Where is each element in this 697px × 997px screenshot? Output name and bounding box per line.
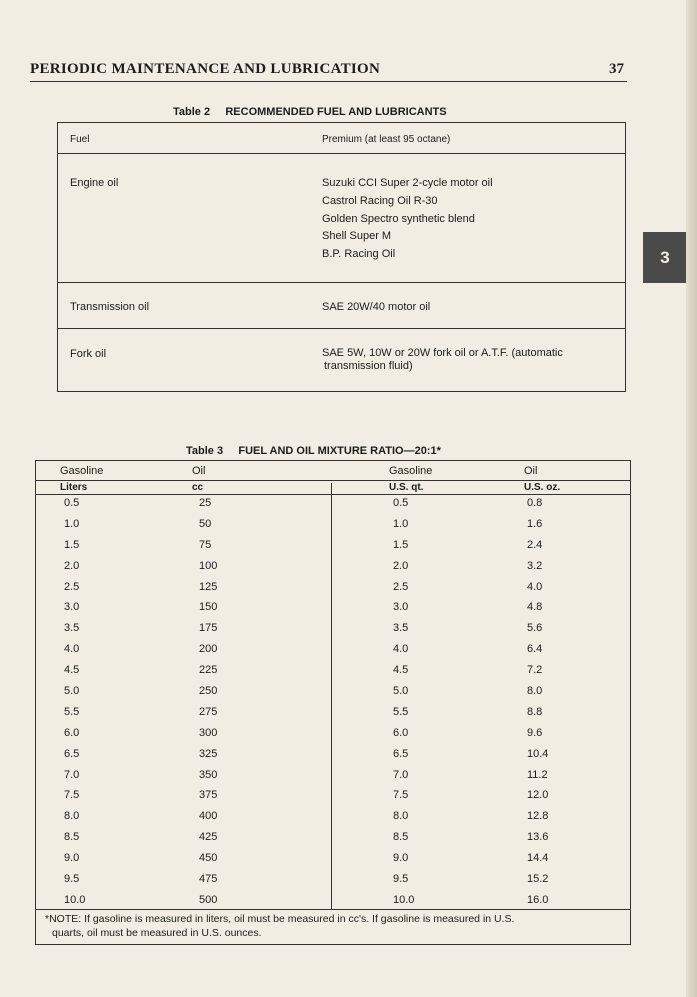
table-2-caption: Table 2 RECOMMENDED FUEL AND LUBRICANTS: [173, 106, 447, 118]
table-cell: 375: [199, 789, 218, 802]
table-cell: 7.2: [527, 664, 543, 677]
table-cell: 9.5: [393, 873, 409, 886]
table-row: [36, 643, 630, 664]
table-cell: 0.8: [527, 497, 543, 509]
table-row: [36, 664, 630, 685]
table-cell: 6.5: [393, 747, 409, 760]
table-cell: 1.5: [64, 538, 80, 551]
fork-oil-value-line: SAE 5W, 10W or 20W fork oil or A.T.F. (automatic: [322, 347, 563, 359]
table-cell: 9.0: [393, 852, 409, 865]
unit-liters: Liters: [60, 482, 88, 493]
table-row: [36, 560, 630, 581]
table-cell: 325: [199, 747, 218, 760]
table-cell: 7.5: [64, 789, 80, 802]
col-header-gasoline: Gasoline: [389, 465, 433, 477]
table-cell: 4.8: [527, 601, 543, 614]
table-cell: 300: [199, 726, 218, 739]
table-cell: 450: [199, 852, 218, 865]
table-row: [36, 789, 630, 810]
table-row: [36, 748, 630, 769]
page-number: 37: [609, 61, 624, 77]
table-row: [36, 685, 630, 706]
engine-oil-value: Suzuki CCI Super 2-cycle motor oil: [322, 177, 493, 189]
table-cell: 3.5: [64, 622, 80, 635]
table-cell: 1.6: [527, 517, 543, 530]
table-cell: 16.0: [527, 893, 549, 906]
header-rule: [30, 81, 627, 82]
table-cell: 5.0: [393, 685, 409, 698]
table-cell: 2.0: [393, 559, 409, 572]
table-cell: 100: [199, 559, 218, 572]
table-cell: 6.0: [64, 726, 80, 739]
table-cell: 175: [199, 622, 218, 635]
table-cell: 275: [199, 705, 218, 718]
units-divider: [36, 494, 630, 495]
table-cell: 400: [199, 810, 218, 823]
table-row: [36, 497, 630, 518]
table-cell: 1.5: [393, 538, 409, 551]
col-header-gasoline: Gasoline: [60, 465, 104, 477]
table-cell: 11.2: [527, 768, 548, 781]
fork-oil-label: Fork oil: [70, 348, 107, 360]
table-cell: 425: [199, 831, 218, 844]
table-cell: 3.0: [393, 601, 409, 614]
col-header-oil: Oil: [192, 465, 206, 477]
engine-oil-value: Golden Spectro synthetic blend: [322, 212, 475, 225]
table-3-caption: Table 3 FUEL AND OIL MIXTURE RATIO—20:1*: [186, 445, 441, 457]
table-cell: 150: [199, 601, 218, 614]
table-cell: 2.5: [64, 580, 80, 593]
table-cell: 2.5: [393, 580, 409, 593]
fork-oil-value-line: transmission fluid): [324, 360, 413, 372]
table-cell: 12.8: [527, 810, 549, 823]
engine-oil-value: Shell Super M: [322, 230, 392, 243]
table-cell: 7.5: [393, 789, 409, 802]
table-cell: 4.0: [527, 580, 543, 593]
table-cell: 350: [199, 768, 218, 781]
table-cell: 13.6: [527, 831, 549, 844]
row-divider: [58, 328, 625, 329]
unit-cc: cc: [192, 482, 204, 493]
table-cell: 12.0: [527, 789, 549, 802]
table-cell: 475: [199, 873, 218, 886]
table-cell: 225: [199, 664, 218, 677]
table-cell: 3.2: [527, 559, 543, 572]
table-row: [36, 706, 630, 727]
table-cell: 6.5: [64, 747, 80, 760]
table-cell: 8.0: [64, 810, 80, 823]
table-3: [35, 460, 631, 945]
table-cell: 125: [199, 580, 218, 593]
table-row: [36, 852, 630, 873]
table-cell: 5.6: [527, 622, 543, 635]
table-cell: 2.0: [64, 559, 80, 572]
table-cell: 8.5: [393, 831, 409, 844]
table-cell: 5.0: [64, 685, 80, 698]
col-header-oil: Oil: [524, 465, 538, 477]
engine-oil-values: [322, 177, 493, 266]
unit-us-oz: U.S. oz.: [524, 482, 561, 493]
engine-oil-label: Engine oil: [70, 177, 119, 189]
row-divider: [58, 282, 625, 283]
fuel-value: Premium (at least 95 octane): [322, 134, 451, 145]
table-2: [57, 122, 626, 392]
table-cell: 9.0: [64, 852, 80, 865]
table-cell: 7.0: [64, 768, 80, 781]
table-row: [36, 518, 630, 539]
table-row: [36, 810, 630, 831]
table-cell: 8.5: [64, 831, 80, 844]
table-cell: 7.0: [393, 768, 409, 781]
table-cell: 10.0: [393, 893, 415, 906]
table-cell: 1.0: [64, 517, 80, 530]
row-divider: [58, 153, 625, 154]
table-cell: 200: [199, 643, 218, 656]
table-cell: 10.0: [64, 893, 86, 906]
table-row: [36, 601, 630, 622]
unit-us-qt: U.S. qt.: [389, 482, 424, 493]
table-cell: 3.5: [393, 622, 409, 635]
table-cell: 0.5: [393, 497, 409, 509]
table-cell: 9.5: [64, 873, 80, 886]
table-cell: 8.8: [527, 705, 543, 718]
table-cell: 0.5: [64, 497, 80, 509]
transmission-oil-label: Transmission oil: [70, 301, 150, 313]
table-3-note: [45, 912, 625, 940]
table-cell: 8.0: [393, 810, 409, 823]
page-header-title: PERIODIC MAINTENANCE AND LUBRICATION: [30, 61, 381, 77]
table-cell: 4.0: [393, 643, 409, 656]
table-row: [36, 873, 630, 894]
table-row: [36, 581, 630, 602]
transmission-oil-value: SAE 20W/40 motor oil: [322, 301, 431, 313]
page-binding-edge: [686, 0, 697, 997]
table-cell: 1.0: [393, 517, 409, 530]
table-cell: 4.5: [393, 664, 409, 677]
header-divider: [36, 480, 630, 481]
note-line: quarts, oil must be measured in U.S. ounces.: [52, 927, 262, 939]
table-cell: 8.0: [527, 685, 543, 698]
table-cell: 6.4: [527, 643, 543, 656]
table-cell: 14.4: [527, 852, 549, 865]
engine-oil-value: Castrol Racing Oil R-30: [322, 194, 438, 207]
fuel-label: Fuel: [70, 134, 90, 145]
mixture-rows: [36, 497, 630, 915]
table-cell: 5.5: [393, 705, 409, 718]
table-row: [36, 622, 630, 643]
table-row: [36, 831, 630, 852]
table-row: [36, 769, 630, 790]
table-cell: 9.6: [527, 726, 543, 739]
table-cell: 4.5: [64, 664, 80, 677]
table-cell: 6.0: [393, 726, 409, 739]
table-cell: 500: [199, 893, 218, 906]
table-cell: 4.0: [64, 643, 80, 656]
table-cell: 75: [199, 538, 212, 551]
fork-oil-value: [322, 347, 563, 373]
table-cell: 5.5: [64, 705, 80, 718]
engine-oil-value: B.P. Racing Oil: [322, 248, 396, 261]
table-row: [36, 727, 630, 748]
table-cell: 2.4: [527, 538, 543, 551]
note-line: *NOTE: If gasoline is measured in liters, oil must be measured in cc's. If gasoline is measured in U.S.: [45, 913, 515, 925]
table-cell: 3.0: [64, 601, 80, 614]
table-row: [36, 539, 630, 560]
table-cell: 10.4: [527, 747, 549, 760]
chapter-tab: 3: [643, 232, 687, 283]
note-divider: [36, 909, 630, 910]
table-cell: 250: [199, 685, 218, 698]
table-cell: 25: [199, 497, 212, 509]
table-cell: 50: [199, 517, 212, 530]
table-cell: 15.2: [527, 873, 549, 886]
